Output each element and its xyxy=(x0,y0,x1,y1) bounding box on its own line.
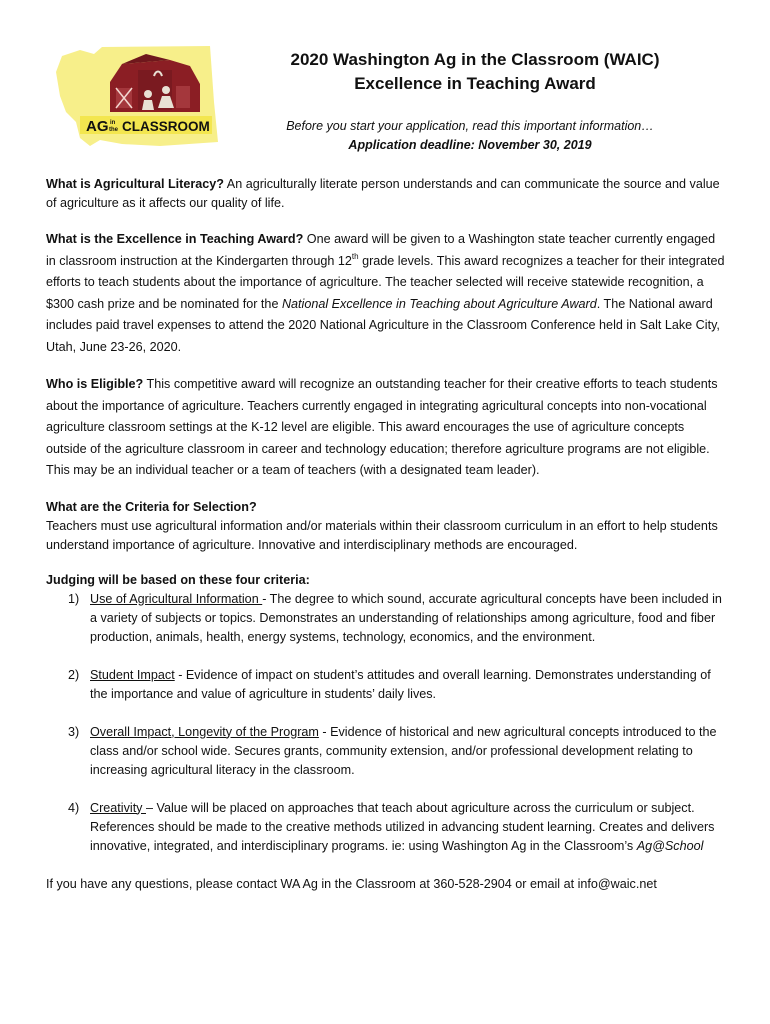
document-body xyxy=(46,175,726,894)
logo-ag-text: AG xyxy=(86,118,109,135)
criterion-text: – Value will be placed on approaches that teach about agriculture across the curriculum or subject. References should be made to the creative methods utilized in advancing student learning. Creates and delivers innovative, integrated, and interdisciplinary programs. ie: using Washington Ag in the Classroom’s xyxy=(90,800,715,853)
criterion-text: - The degree to which sound, accurate agricultural concepts have been included in a variety of subjects or topics. Demonstrates an understanding of relationships among agriculture, food and fiber production, animals, health, energy systems, technology, economics, and the environment. xyxy=(90,591,722,644)
title-line-2: Excellence in Teaching Award xyxy=(354,74,596,93)
logo-the-text: the xyxy=(109,127,118,133)
intro-note xyxy=(250,117,690,155)
list-item: 4) Creativity – Value will be placed on approaches that teach about agriculture across the curriculum or subject. References should be made to the creative methods utilized in advancing student learning. Creates and delivers innovative, integrated, and interdisciplinary programs. ie: using Washington Ag in the Classroom’s Ag@School xyxy=(68,800,715,853)
literacy-heading: What is Agricultural Literacy? xyxy=(46,177,224,191)
award-text-a: One award will be given to a Washington state teacher currently engaged in classroom instruction at the Kindergarten through 12 xyxy=(46,232,716,268)
award-text-b: grade levels. This award recognizes a teacher for their integrated efforts to teach students about the importance of agriculture. The teacher selected will receive statewide recognition, a $300 cash prize and be nominated for the xyxy=(46,253,725,311)
judging-criteria-list xyxy=(46,590,726,856)
logo-classroom-text: CLASSROOM xyxy=(122,119,210,134)
intro-line: Before you start your application, read this important information… xyxy=(286,119,654,133)
criterion-label: Creativity xyxy=(90,800,146,815)
ag-at-school: Ag@School xyxy=(636,838,704,853)
literacy-section xyxy=(46,175,726,213)
criterion-text: - Evidence of impact on student’s attitudes and overall learning. Demonstrates understanding of the importance and value of agriculture in students’ daily lives. xyxy=(90,667,711,701)
contact-info: If you have any questions, please contact WA Ag in the Classroom at 360-528-2904 or email at info@waic.net xyxy=(46,876,657,891)
list-item: 1) Use of Agricultural Information - The degree to which sound, accurate agricultural concepts have been included in a variety of subjects or topics. Demonstrates an understanding of relationships among agriculture, food and fiber production, animals, health, energy systems, technology, economics, and the environment. xyxy=(68,591,722,644)
eligibility-heading: Who is Eligible? xyxy=(46,377,144,391)
application-deadline: Application deadline: November 30, 2019 xyxy=(348,138,592,152)
criterion-text: - Evidence of historical and new agricultural concepts introduced to the class and/or school wide. Secures grants, community extension, and/or professional development relating to increasing agricultural literacy in the classroom. xyxy=(90,724,717,777)
criteria-section xyxy=(46,498,726,555)
list-item: 2) Student Impact - Evidence of impact on student’s attitudes and overall learning. Demonstrates understanding of the importance and value of agriculture in students’ daily lives. xyxy=(68,667,711,701)
list-item: 3) Overall Impact, Longevity of the Program - Evidence of historical and new agricultural concepts introduced to the class and/or school wide. Secures grants, community extension, and/or professional development relating to increasing agricultural literacy in the classroom. xyxy=(68,724,717,777)
award-section xyxy=(46,229,726,358)
award-heading: What is the Excellence in Teaching Award? xyxy=(46,232,304,246)
logo-graphic xyxy=(50,42,225,154)
award-national-name: National Excellence in Teaching about Agriculture Award xyxy=(281,296,597,311)
logo-in-text: in xyxy=(110,120,116,126)
literacy-text: An agriculturally literate person understands and can communicate the source and value of agriculture as it affects our quality of life. xyxy=(46,177,720,210)
waic-logo xyxy=(50,42,225,154)
document-title xyxy=(255,48,695,96)
criteria-heading: What are the Criteria for Selection? xyxy=(46,499,257,514)
title-line-1: 2020 Washington Ag in the Classroom (WAIC) xyxy=(290,50,660,69)
judging-heading: Judging will be based on these four criteria: xyxy=(46,572,310,587)
criterion-label: Use of Agricultural Information xyxy=(90,591,263,606)
criterion-label: Student Impact xyxy=(90,667,175,682)
eligibility-text: This competitive award will recognize an outstanding teacher for their creative efforts to teach students about the importance of agriculture. Teachers currently engaged in integrating agricultural concepts into non-vocational agriculture classroom settings at the K-12 level are eligible. This award encourages the use of agriculture concepts outside of the agriculture classroom in career and technology education; therefore agriculture programs are not eligible. This may be an individual teacher or a team of teachers (with a designated team leader). xyxy=(46,377,718,477)
award-superscript: th xyxy=(351,251,359,261)
criteria-text: Teachers must use agricultural information and/or materials within their classroom curriculum in an effort to help students understand importance of agriculture. Innovative and interdisciplinary methods are encouraged. xyxy=(46,518,718,552)
criterion-label: Overall Impact, Longevity of the Program xyxy=(90,724,319,739)
eligibility-section xyxy=(46,374,726,482)
award-text-c: . The National award includes paid travel expenses to attend the 2020 National Agriculture in the Classroom Conference held in Salt Lake City, Utah, June 23-26, 2020. xyxy=(46,296,720,354)
